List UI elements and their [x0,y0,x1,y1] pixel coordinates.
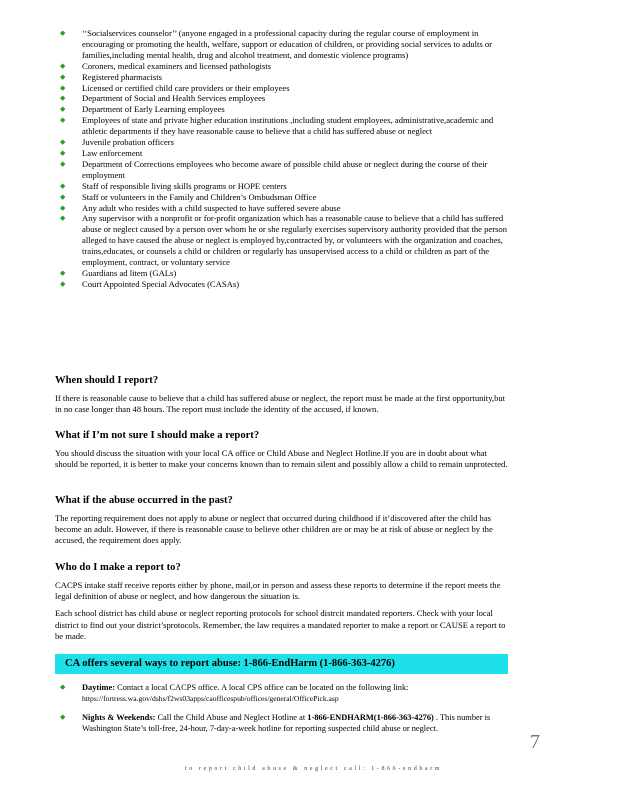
list-item [60,268,510,279]
list-item-text: Staff of responsible living skills programs or HOPE centers [82,180,287,191]
list-item-text: Any supervisor with a nonprofit or for-profit organization which has a reasonable cause to believe that a child has suffered abuse or neglect caused by a person over whom he or she regularly exercises supervisory authority provided that the person alleged to have caused the abuse or neglect is employed by,contracted by, or volunteers with the organization and coaches, trains,educates, or counsels a child or children or regularly has unsupervised access to a child or children as part of the employment, contract, or voluntary service [82,213,508,268]
list-item [60,279,510,290]
bullet-icon: ◆ [60,116,66,125]
bullet-icon: ◆ [60,138,66,147]
section-when [55,374,510,415]
list-item [60,61,510,72]
section-heading: Who do I make a report to? [55,562,181,573]
list-item [60,83,510,94]
page-footer: to report child abuse & neglect call: 1-866-endharm [185,766,443,772]
list-item [60,203,510,214]
way-label: Daytime: [82,683,116,692]
list-item [60,72,510,83]
section-paragraph: You should discuss the situation with your local CA office or Child Abuse and Neglect Hotline.If you are in doubt about what should be reported, it is better to make your concerns known than to remain silent and possibly allow a child to remain unprotected. [55,448,508,470]
report-ways-banner: CA offers several ways to report abuse: 1-866-EndHarm (1-866-363-4276) [55,654,508,674]
list-item [60,137,510,148]
bullet-icon: ◆ [60,713,66,721]
bullet-icon: ◆ [60,683,66,691]
list-item-text: Department of Social and Health Services employees [82,93,266,104]
list-item-text: Department of Early Learning employees [82,104,225,115]
bullet-icon: ◆ [60,83,66,92]
section-heading: What if I’m not sure I should make a report? [55,430,260,441]
section-paragraph: Each school district has child abuse or neglect reporting protocols for school distrcit mandated reporters. Check with your local district to find out your district’sprotocols. Remember, the law requires a mandated reporter to make a report or CAUSE a report to be made. [55,608,506,641]
way-label: Nights & Weekends: [82,713,156,722]
list-item [60,181,510,192]
bullet-icon: ◆ [60,181,66,190]
way-text: . This number is Washington State’s toll-free, 24-hour, 7-day-a-week hotline for reporting suspected child abuse or neglect. [82,713,491,733]
way-text: Call the Child Abuse and Neglect Hotline at [157,713,306,722]
office-link[interactable]: https://fortress.wa.gov/dshs/f2ws03apps/caofficespub/offices/general/OfficePick.asp [82,694,339,703]
bullet-icon: ◆ [60,94,66,103]
list-item [60,159,510,181]
bullet-icon: ◆ [60,29,66,37]
bullet-icon: ◆ [60,72,66,81]
list-item-text: Law enforcement [82,147,143,158]
list-item [60,682,510,704]
section-paragraph: The reporting requirement does not apply to abuse or neglect that occurred during childhood if it’discovered after the child has become an adult. However, if there is reasonable cause to believe other children are or may be at risk of abuse or neglect by the accused, the requirement does apply. [55,513,493,546]
section-paragraph: If there is reasonable cause to believe that a child has suffered abuse or neglect, the report must be made at the first opportunity,but in no case longer than 48 hours. The report must include the identity of the accused, if known. [55,393,506,415]
hotline-number: 1-866-ENDHARM(1-866-363-4276) [307,713,434,722]
list-item-text: Staff or volunteers in the Family and Children’s Ombudsman Office [82,191,317,202]
list-item-text: Any adult who resides with a child suspected to have suffered severe abuse [82,202,341,213]
bullet-icon: ◆ [60,105,66,114]
list-item-text: Licensed or certified child care providers or their employees [82,82,290,93]
list-item [60,148,510,159]
list-item [60,712,510,734]
section-paragraph: CACPS intake staff receive reports either by phone, mail,or in person and assess these reports to determine if the report meets the legal definition of abuse or neglect, and how dangerous the situation is. [55,580,501,602]
list-item-text: ‘‘Socialservices counselor’’ (anyone engaged in a professional capacity during the regular course of employment in encouraging or promoting the health, welfare, support or education of children, or providing social services to adults or families,including mental health, drug and alcohol treatment, and domestic violence programs) [82,28,492,60]
bullet-icon: ◆ [60,279,66,288]
section-past [55,494,510,547]
list-item [60,28,510,61]
list-item [60,192,510,203]
report-ways-list [60,682,510,742]
bullet-icon: ◆ [60,61,66,70]
list-item [60,213,510,268]
bullet-icon: ◆ [60,148,66,157]
list-item-text: Employees of state and private higher education institutions ,including student employees, administrative,academic and athletic departments if they have reasonable cause to believe that a child has suffered abuse or neglect [82,115,494,137]
list-item-text: Registered pharmacists [82,71,162,82]
page-number: 7 [530,731,540,753]
mandated-reporters-list [60,28,510,290]
section-not-sure [55,429,510,470]
section-heading: When should I report? [55,375,159,386]
bullet-icon: ◆ [60,192,66,201]
way-text: Contact a local CACPS office. A local CPS office can be located on the following link: [117,683,409,692]
list-item [60,104,510,115]
bullet-icon: ◆ [60,214,66,223]
list-item-text: Coroners, medical examiners and licensed pathologists [82,60,272,71]
list-item [60,115,510,137]
section-who [55,561,510,642]
bullet-icon: ◆ [60,203,66,212]
list-item [60,93,510,104]
list-item-text: Court Appointed Special Advocates (CASAs) [82,278,240,289]
list-item-text: Guardians ad litem (GALs) [82,267,177,278]
section-heading: What if the abuse occurred in the past? [55,495,233,506]
list-item-text: Juvenile probation officers [82,137,174,148]
list-item-text: Department of Corrections employees who become aware of possible child abuse or neglect during the course of their employment [82,158,488,180]
bullet-icon: ◆ [60,159,66,168]
bullet-icon: ◆ [60,268,66,277]
